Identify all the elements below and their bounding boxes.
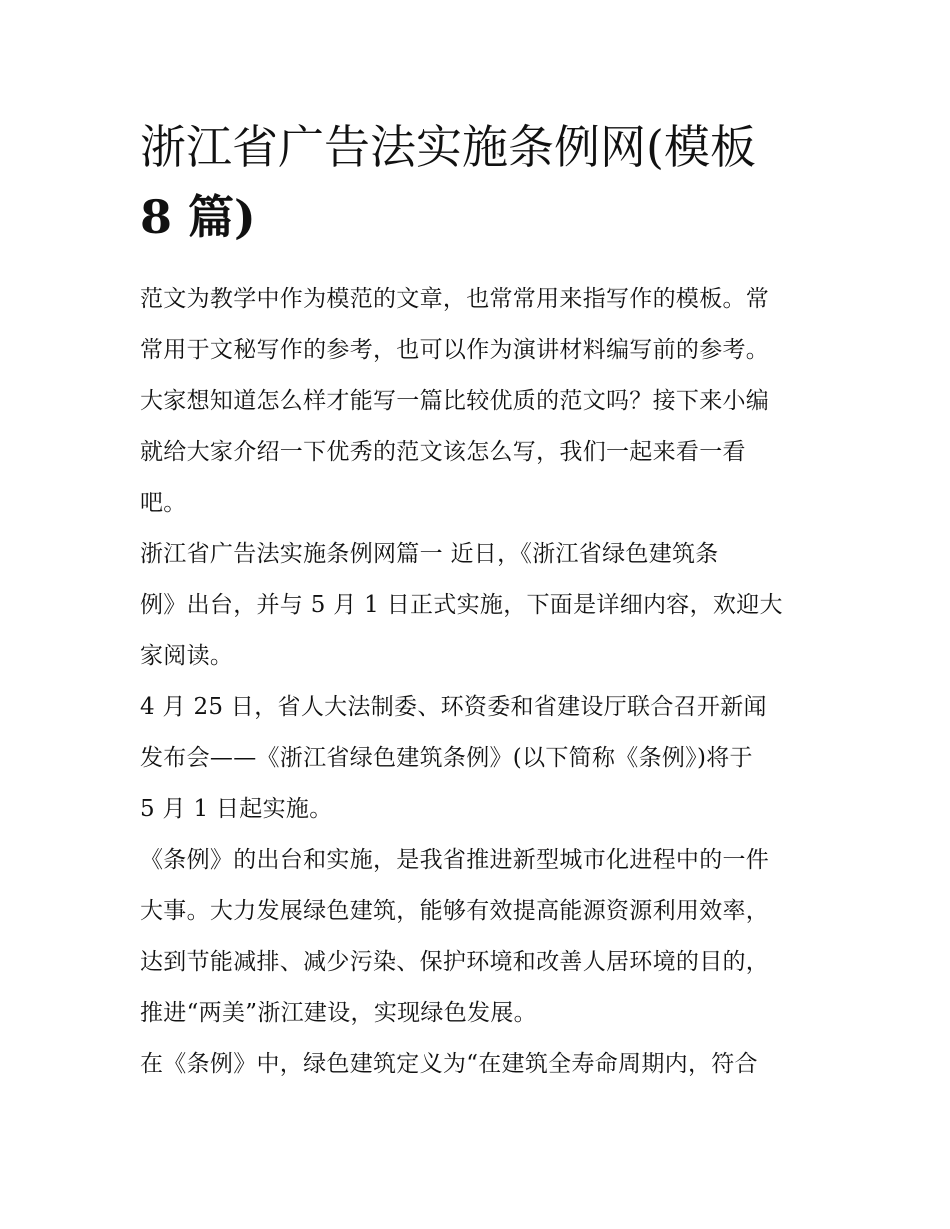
paragraph-line: 在《条例》中，绿色建筑定义为“在建筑全寿命周期内，符合 [140, 1051, 758, 1077]
title-line: 浙江省广告法实施条例网(模板 [140, 120, 756, 174]
intro-paragraph [140, 274, 820, 529]
paragraph-line: 吧。 [140, 490, 187, 516]
paragraph-line: 就给大家介绍一下优秀的范文该怎么写，我们一起来看一看 [140, 439, 746, 465]
paragraph-line: 达到节能减排、减少污染、保护环境和改善人居环境的目的， [140, 949, 770, 975]
paragraph-line: 范文为教学中作为模范的文章，也常常用来指写作的模板。常 [140, 286, 770, 312]
paragraph-line: 常用于文秘写作的参考，也可以作为演讲材料编写前的参考。 [140, 337, 770, 363]
paragraph-line: 大家想知道怎么样才能写一篇比较优质的范文吗？接下来小编 [140, 388, 770, 414]
definition-paragraph [140, 1039, 820, 1090]
paragraph-line: 大事。大力发展绿色建筑，能够有效提高能源资源利用效率， [140, 898, 770, 924]
press-conference-paragraph [140, 682, 820, 835]
significance-paragraph [140, 835, 820, 1039]
paragraph-line: 家阅读。 [140, 643, 234, 669]
paragraph-line: 《条例》的出台和实施，是我省推进新型城市化进程中的一件 [140, 847, 770, 873]
document-body [140, 112, 820, 1090]
paragraph-line: 浙江省广告法实施条例网篇一 近日，《浙江省绿色建筑条 [140, 541, 719, 567]
paragraph-line: 发布会——《浙江省绿色建筑条例》(以下简称《条例》)将于 [140, 745, 753, 771]
document-title [140, 112, 820, 252]
section-one-paragraph [140, 529, 820, 682]
paragraph-line: 4 月 25 日，省人大法制委、环资委和省建设厅联合召开新闻 [140, 694, 767, 720]
paragraph-line: 推进“两美”浙江建设，实现绿色发展。 [140, 1000, 537, 1026]
paragraph-line: 5 月 1 日起实施。 [140, 796, 333, 822]
title-line: 8 篇) [140, 190, 256, 244]
paragraph-line: 例》出台，并与 5 月 1 日正式实施，下面是详细内容，欢迎大 [140, 592, 783, 618]
